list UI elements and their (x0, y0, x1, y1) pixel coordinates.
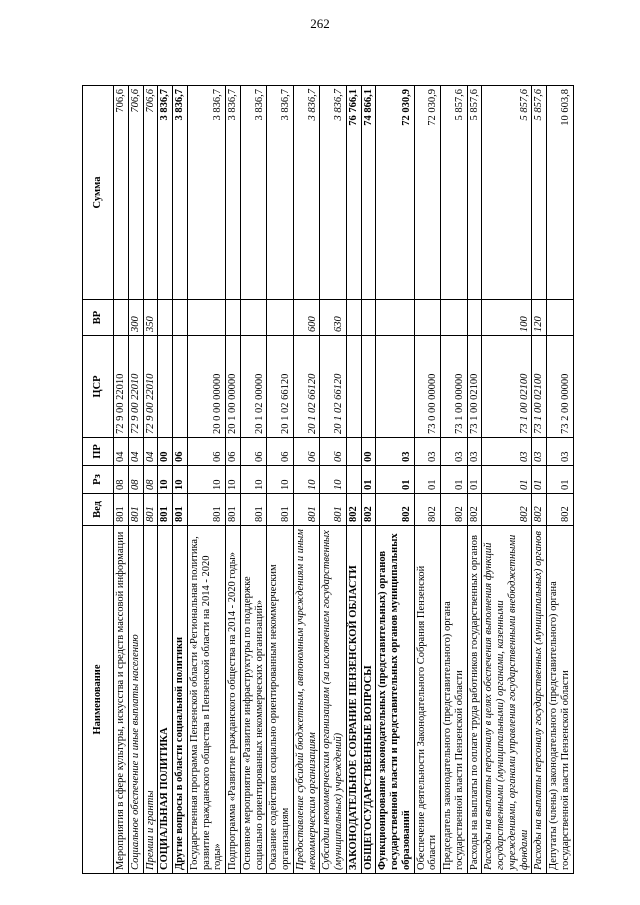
cell-rz: 10 (187, 466, 225, 494)
cell-sum: 706,6 (143, 86, 158, 300)
cell-rz: 08 (128, 466, 143, 494)
table-row (482, 86, 532, 874)
table-row (240, 86, 267, 874)
cell-vr (187, 300, 225, 336)
cell-rz: 08 (114, 466, 129, 494)
cell-csr: 73 1 00 00000 (441, 336, 468, 438)
cell-name: Государственная программа Пензенской области «Региональная политика, развитие гражданского общества в Пензенской области на 2014 - 2020 годы» (187, 526, 225, 874)
cell-name: Другие вопросы в области социальной политики (173, 526, 188, 874)
table-row (143, 86, 158, 874)
cell-csr: 73 1 00 02100 (467, 336, 482, 438)
cell-csr: 20 1 02 00000 (240, 336, 267, 438)
cell-csr: 20 0 00 00000 (187, 336, 225, 438)
cell-name: Обеспечение деятельности Законодательного Собрания Пензенской области (414, 526, 441, 874)
cell-name: Основное мероприятие «Развитие инфраструктуры по поддержке социально ориентированных некоммерческих организаций» (240, 526, 267, 874)
cell-ved: 802 (346, 494, 361, 526)
cell-vr (441, 300, 468, 336)
cell-sum: 3 836,7 (293, 86, 320, 300)
cell-name: ОБЩЕГОСУДАРСТВЕННЫЕ ВОПРОСЫ (361, 526, 376, 874)
cell-pr: 06 (267, 438, 294, 466)
cell-name: Мероприятия в сфере культуры, искусства и средств массовой информации (114, 526, 129, 874)
cell-vr (346, 300, 361, 336)
cell-rz: 10 (293, 466, 320, 494)
table-row (467, 86, 482, 874)
cell-rz: 10 (320, 466, 347, 494)
cell-pr: 06 (226, 438, 241, 466)
cell-name: Расходы на выплаты персоналу государственных (муниципальных) органов (532, 526, 547, 874)
cell-sum: 706,6 (128, 86, 143, 300)
cell-sum: 5 857,6 (482, 86, 532, 300)
cell-name: Расходы на выплаты по оплате труда работников государственных органов (467, 526, 482, 874)
cell-csr: 20 1 00 00000 (226, 336, 241, 438)
cell-name: Функционирование законодательных (представительных) органов государственной власти и представительных органов муниципальных образований (376, 526, 414, 874)
cell-name: Депутаты (члены) законодательного (представительного) органа государственной власти Пензенской области (547, 526, 574, 874)
cell-name: Социальное обеспечение и иные выплаты населению (128, 526, 143, 874)
cell-sum: 3 836,7 (320, 86, 347, 300)
table-row (187, 86, 225, 874)
cell-sum: 10 603,8 (547, 86, 574, 300)
cell-vr: 300 (128, 300, 143, 336)
cell-csr: 73 2 00 00000 (547, 336, 574, 438)
cell-csr (173, 336, 188, 438)
cell-rz: 01 (376, 466, 414, 494)
cell-pr: 03 (547, 438, 574, 466)
cell-pr: 03 (414, 438, 441, 466)
table-row (158, 86, 173, 874)
header-ved: Вед (83, 494, 114, 526)
cell-vr (547, 300, 574, 336)
cell-csr: 20 1 02 66120 (267, 336, 294, 438)
cell-vr (467, 300, 482, 336)
table-row (346, 86, 361, 874)
cell-pr: 03 (482, 438, 532, 466)
cell-vr (226, 300, 241, 336)
table-row (532, 86, 547, 874)
cell-ved: 802 (441, 494, 468, 526)
cell-sum: 74 866,1 (361, 86, 376, 300)
cell-rz: 01 (467, 466, 482, 494)
cell-pr (346, 438, 361, 466)
cell-csr: 20 1 02 66120 (320, 336, 347, 438)
cell-sum: 3 836,7 (173, 86, 188, 300)
cell-sum: 3 836,7 (158, 86, 173, 300)
cell-sum: 5 857,6 (467, 86, 482, 300)
cell-rz: 10 (267, 466, 294, 494)
cell-vr (267, 300, 294, 336)
cell-sum: 3 836,7 (226, 86, 241, 300)
cell-sum: 3 836,7 (187, 86, 225, 300)
cell-ved: 801 (143, 494, 158, 526)
cell-name: Подпрограмма «Развитие гражданского общества на 2014 - 2020 годы» (226, 526, 241, 874)
cell-ved: 802 (482, 494, 532, 526)
cell-rz: 01 (482, 466, 532, 494)
cell-sum: 3 836,7 (267, 86, 294, 300)
table-row (361, 86, 376, 874)
header-pr: ПР (83, 438, 114, 466)
cell-sum: 5 857,6 (441, 86, 468, 300)
cell-pr: 06 (320, 438, 347, 466)
cell-csr (376, 336, 414, 438)
cell-ved: 802 (467, 494, 482, 526)
table-row (267, 86, 294, 874)
table-row (414, 86, 441, 874)
cell-sum: 5 857,6 (532, 86, 547, 300)
cell-csr: 20 1 02 66120 (293, 336, 320, 438)
cell-pr: 03 (376, 438, 414, 466)
cell-pr: 06 (293, 438, 320, 466)
cell-ved: 801 (226, 494, 241, 526)
cell-ved: 801 (158, 494, 173, 526)
cell-rz: 01 (547, 466, 574, 494)
cell-name: ЗАКОНОДАТЕЛЬНОЕ СОБРАНИЕ ПЕНЗЕНСКОЙ ОБЛАСТИ (346, 526, 361, 874)
cell-csr (346, 336, 361, 438)
cell-pr: 04 (128, 438, 143, 466)
cell-csr: 72 9 00 22010 (128, 336, 143, 438)
cell-pr: 06 (173, 438, 188, 466)
page-number: 262 (310, 16, 330, 31)
cell-pr: 00 (361, 438, 376, 466)
header-vr: ВР (83, 300, 114, 336)
cell-name: Предоставление субсидий бюджетным, автономным учреждениям и иным некоммерческим организациям (293, 526, 320, 874)
cell-csr: 73 0 00 00000 (414, 336, 441, 438)
cell-vr (240, 300, 267, 336)
cell-csr: 72 9 00 22010 (114, 336, 129, 438)
cell-pr: 06 (240, 438, 267, 466)
table-row (128, 86, 143, 874)
table-row (293, 86, 320, 874)
header-name: Наименование (83, 526, 114, 874)
rotated-page-content (82, 86, 571, 874)
table-header-row (83, 86, 114, 874)
cell-name: СОЦИАЛЬНАЯ ПОЛИТИКА (158, 526, 173, 874)
cell-ved: 801 (128, 494, 143, 526)
cell-rz: 08 (143, 466, 158, 494)
cell-ved: 801 (173, 494, 188, 526)
cell-ved: 802 (547, 494, 574, 526)
cell-name: Оказание содействия социально ориентированным некоммерческим организациям (267, 526, 294, 874)
cell-ved: 801 (114, 494, 129, 526)
cell-vr (361, 300, 376, 336)
cell-sum: 3 836,7 (240, 86, 267, 300)
cell-pr: 04 (114, 438, 129, 466)
cell-name: Субсидии некоммерческим организациям (за исключением государственных (муниципальных) учреждений) (320, 526, 347, 874)
table-row (320, 86, 347, 874)
cell-ved: 802 (532, 494, 547, 526)
cell-vr: 120 (532, 300, 547, 336)
table-row (114, 86, 129, 874)
cell-csr: 72 9 00 22010 (143, 336, 158, 438)
cell-vr: 350 (143, 300, 158, 336)
table-body (114, 86, 574, 874)
header-sum: Сумма (83, 86, 114, 300)
cell-sum: 76 766,1 (346, 86, 361, 300)
cell-name: Расходы на выплаты персоналу в целях обеспечения выполнения функций государственными (муниципальными) органами, казенными учреждениями, органами управления государственными внебюджетными фондами (482, 526, 532, 874)
cell-vr (158, 300, 173, 336)
cell-pr: 00 (158, 438, 173, 466)
cell-name: Председатель законодательного (представительного) органа государственной власти Пензенской области (441, 526, 468, 874)
cell-vr: 600 (293, 300, 320, 336)
cell-vr (414, 300, 441, 336)
cell-rz: 10 (173, 466, 188, 494)
cell-pr: 03 (441, 438, 468, 466)
header-rz: Рз (83, 466, 114, 494)
cell-csr (158, 336, 173, 438)
cell-sum: 706,6 (114, 86, 129, 300)
cell-pr: 04 (143, 438, 158, 466)
table-row (173, 86, 188, 874)
cell-vr: 630 (320, 300, 347, 336)
cell-sum: 72 030,9 (414, 86, 441, 300)
cell-csr: 73 1 00 02100 (532, 336, 547, 438)
cell-name: Премии и гранты (143, 526, 158, 874)
cell-rz: 10 (226, 466, 241, 494)
budget-table-container (82, 86, 571, 874)
cell-ved: 801 (293, 494, 320, 526)
table-row (376, 86, 414, 874)
table-row (441, 86, 468, 874)
table-row (547, 86, 574, 874)
cell-sum: 72 030,9 (376, 86, 414, 300)
cell-vr (114, 300, 129, 336)
header-csr: ЦСР (83, 336, 114, 438)
cell-ved: 801 (267, 494, 294, 526)
cell-csr: 73 1 00 02100 (482, 336, 532, 438)
cell-ved: 802 (361, 494, 376, 526)
cell-ved: 802 (414, 494, 441, 526)
cell-rz: 01 (414, 466, 441, 494)
cell-rz (346, 466, 361, 494)
cell-rz: 10 (240, 466, 267, 494)
table-row (226, 86, 241, 874)
cell-ved: 801 (320, 494, 347, 526)
cell-vr: 100 (482, 300, 532, 336)
cell-ved: 801 (187, 494, 225, 526)
cell-vr (173, 300, 188, 336)
cell-ved: 801 (240, 494, 267, 526)
cell-pr: 06 (187, 438, 225, 466)
budget-table (82, 85, 574, 874)
cell-vr (376, 300, 414, 336)
cell-csr (361, 336, 376, 438)
cell-rz: 10 (158, 466, 173, 494)
cell-rz: 01 (441, 466, 468, 494)
cell-pr: 03 (532, 438, 547, 466)
cell-rz: 01 (361, 466, 376, 494)
cell-rz: 01 (532, 466, 547, 494)
cell-ved: 802 (376, 494, 414, 526)
cell-pr: 03 (467, 438, 482, 466)
